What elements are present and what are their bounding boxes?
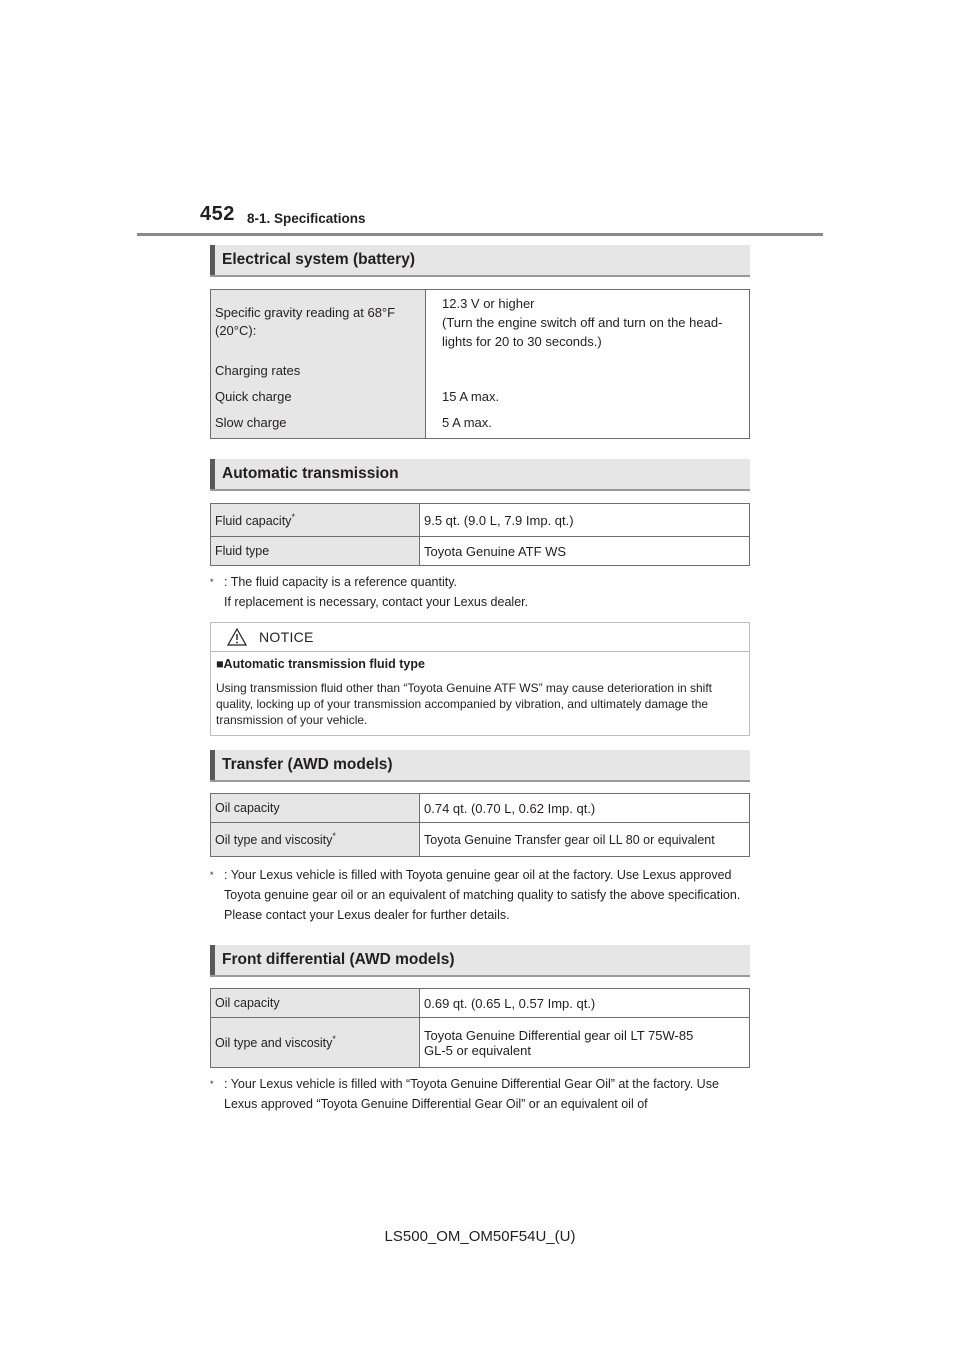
quick-charge-label: Quick charge bbox=[215, 389, 292, 404]
front-diff-title: Front differential (AWD models) bbox=[222, 951, 455, 968]
slow-charge-value: 5 A max. bbox=[442, 415, 492, 430]
front-diff-footnote: * : Your Lexus vehicle is filled with “Toyota Genuine Differential Gear Oil” at the factory. Use Lexus approved “Toyota Genuine Differential Gear Oil” or an equivalent oil of bbox=[210, 1077, 719, 1111]
transfer-table bbox=[210, 793, 750, 857]
charging-label: Charging rates bbox=[215, 363, 301, 378]
table-cell-label: Oil type and viscosity* bbox=[211, 823, 420, 857]
document-code: LS500_OM_OM50F54U_(U) bbox=[384, 1228, 576, 1245]
gravity-value-3: lights for 20 to 30 seconds.) bbox=[442, 334, 602, 349]
table-cell-value: 0.69 qt. (0.65 L, 0.57 Imp. qt.) bbox=[420, 989, 750, 1018]
notice-header bbox=[211, 623, 749, 652]
front-diff-heading bbox=[210, 945, 750, 977]
table-row bbox=[211, 989, 750, 1018]
heading-bar bbox=[210, 945, 215, 975]
transfer-footnote: * : Your Lexus vehicle is filled with Toyota genuine gear oil at the factory. Use Lexus approved Toyota genuine gear oil or an equivalent of matching quality to satisfy the above specification. Please contact your Lexus dealer for further details. bbox=[210, 868, 741, 922]
section-name: 8-1. Specifications bbox=[247, 211, 366, 226]
table-row bbox=[211, 537, 750, 566]
table-row bbox=[211, 794, 750, 823]
battery-table bbox=[210, 289, 750, 439]
gravity-value-1: 12.3 V or higher bbox=[442, 296, 535, 311]
table-cell-value: Toyota Genuine ATF WS bbox=[420, 537, 750, 566]
table-cell-label: Fluid capacity* bbox=[211, 504, 420, 537]
warning-icon bbox=[227, 628, 247, 646]
transmission-footnote: * : The fluid capacity is a reference quantity. If replacement is necessary, contact your Lexus dealer. bbox=[210, 575, 529, 609]
front-diff-table bbox=[210, 988, 750, 1068]
transmission-title: Automatic transmission bbox=[222, 465, 399, 482]
transmission-heading bbox=[210, 459, 750, 491]
heading-bar bbox=[210, 750, 215, 780]
notice-body: Using transmission fluid other than “Toyota Genuine ATF WS” may cause deterioration in shift quality, locking up of your transmission accompanied by vibration, and ultimately damage the transmission of your vehicle. bbox=[216, 681, 713, 727]
transfer-title: Transfer (AWD models) bbox=[222, 756, 393, 773]
battery-title: Electrical system (battery) bbox=[222, 251, 415, 268]
heading-bar bbox=[210, 459, 215, 489]
gravity-value-2: (Turn the engine switch off and turn on the head- bbox=[442, 315, 723, 330]
table-cell-value: 9.5 qt. (9.0 L, 7.9 Imp. qt.) bbox=[420, 504, 750, 537]
table-cell-label: Oil type and viscosity* bbox=[211, 1018, 420, 1068]
page-header bbox=[200, 203, 600, 233]
quick-charge-value: 15 A max. bbox=[442, 389, 500, 404]
notice-box bbox=[210, 622, 750, 736]
table-row bbox=[211, 504, 750, 537]
table-cell-label: Oil capacity bbox=[211, 989, 420, 1018]
header-rule bbox=[137, 233, 823, 236]
table-cell-value: 0.74 qt. (0.70 L, 0.62 Imp. qt.) bbox=[420, 794, 750, 823]
table-cell-label: Fluid type bbox=[211, 537, 420, 566]
slow-charge-label: Slow charge bbox=[215, 415, 287, 430]
page-number: 452 bbox=[200, 203, 235, 225]
table-cell-value: Toyota Genuine Transfer gear oil LL 80 or equivalent bbox=[420, 823, 750, 857]
heading-bar bbox=[210, 245, 215, 275]
gravity-label: Specific gravity reading at 68°F bbox=[215, 305, 396, 320]
transmission-table bbox=[210, 503, 750, 566]
battery-heading bbox=[210, 245, 750, 277]
notice-subtitle: ■Automatic transmission fluid type bbox=[216, 657, 425, 671]
table-row bbox=[211, 1018, 750, 1068]
table-cell-value: Toyota Genuine Differential gear oil LT 75W-85 GL-5 or equivalent bbox=[420, 1018, 750, 1068]
gravity-label-2: (20°C): bbox=[215, 323, 257, 338]
table-row bbox=[211, 823, 750, 857]
table-cell-label: Oil capacity bbox=[211, 794, 420, 823]
notice-label: NOTICE bbox=[259, 629, 314, 645]
transfer-heading bbox=[210, 750, 750, 782]
